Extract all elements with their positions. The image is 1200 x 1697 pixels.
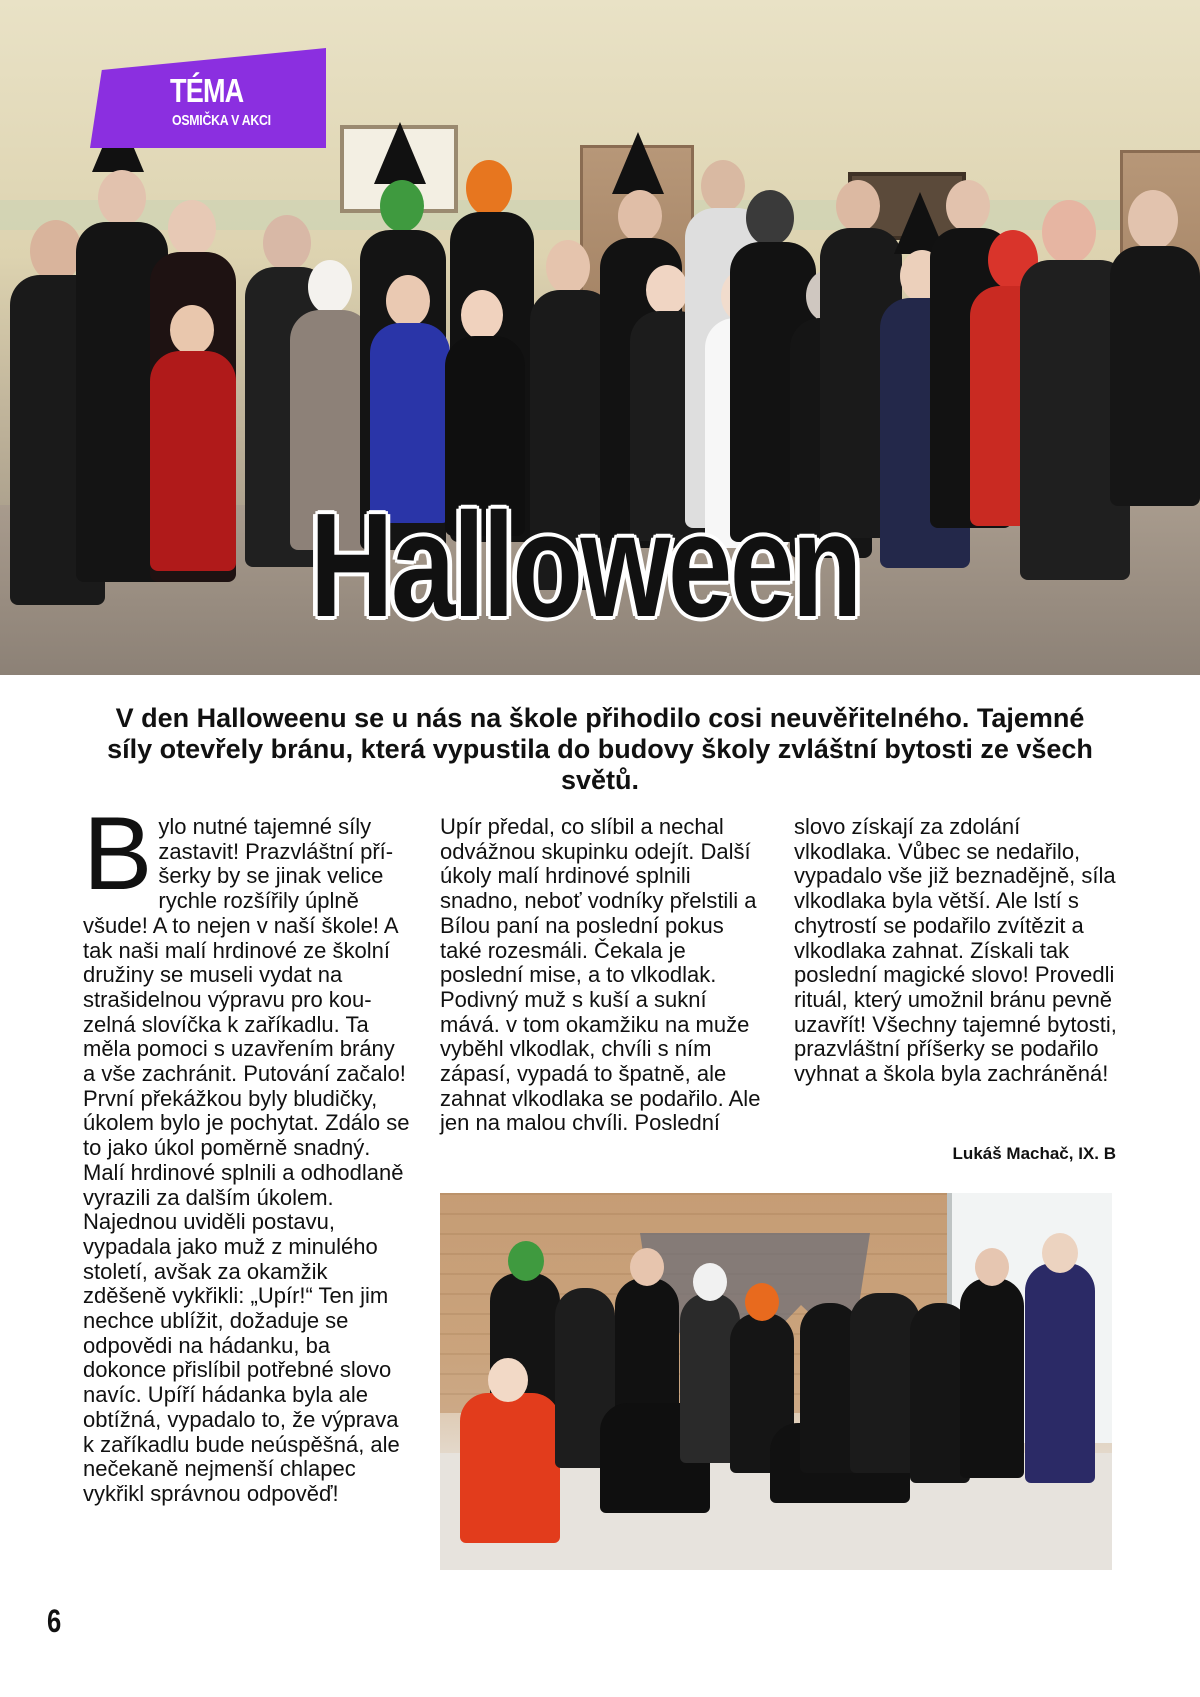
person-head (745, 1283, 779, 1321)
column-3 (794, 815, 1124, 1087)
drop-cap: B (83, 796, 153, 912)
section-title: TÉMA (170, 72, 244, 109)
column-2 (440, 815, 770, 1136)
column-2-text: Upír předal, co slíbil a nechal odvážnou skupinku odejít. Další úkoly malí hrdinové splnili snadno, neboť vodníky přelstili a Bílou paní na poslední pokus také rozesmáli. Čekala je poslední mise, a to vlkodlak. Podivný muž s kuší a sukní mává. v tom okamžiku na muže vyběhl vlkodlak, chvíli s ním zápasí, vypadá to špatně, ale zahnat vlkodlaka se podařilo. Ale jen na malou chvíli. Poslední (440, 814, 761, 1136)
person-head (508, 1241, 544, 1281)
teachers-photo (440, 1193, 1112, 1570)
page-number: 6 (47, 1603, 62, 1639)
article-lead: V den Halloweenu se u nás na škole přihodilo cosi neuvěřitelného. Tajemné síly otevřely bránu, která vypustila do budovy školy zvláštní bytosti ze všech světů. (107, 703, 1093, 795)
article-title: Halloween (310, 483, 860, 648)
person-head (488, 1358, 528, 1402)
person (460, 1393, 560, 1543)
person (1025, 1263, 1095, 1483)
column-1 (83, 796, 413, 1507)
column-1-text: ylo nutné tajemné síly zastavit! Prazvláštní příšerky by se jinak velice rychle rozšířily úplně všude! A to nejen v naší škole! A tak naši malí hrdinové ze školní družiny se museli vydat na strašidelnou výpravu pro kouzelná slovíčka k zaříkadlu. Ta měla pomoci s uzavřením brány a vše zachránit. Putování začalo! První překážkou byly bludičky, úkolem bylo je pochytat. Zdálo se to jako úkol poměrně snadný. Malí hrdinové splnili a odhodlaně vyrazili za dalším úkolem. Najednou uviděli postavu, vypadala jako muž z minulého století, avšak za okamžik zděšeně vykřikli: „Upír!“ Ten jim nechce ublížit, dožaduje se odpovědi na hádanku, ba dokonce přislíbil potřebné slovo navíc. Upíří hádanka byla ale obtížná, vypadalo to, že výprava k zaříkadlu bude neúspěšná, ale nečekaně nejmenší chlapec vykřikl správnou odpověď! (83, 814, 410, 1506)
person-head (693, 1263, 727, 1301)
hero-photo (0, 0, 1200, 675)
person (960, 1278, 1024, 1478)
person-head (1042, 1233, 1078, 1273)
author-byline: Lukáš Machač, IX. B (952, 1144, 1116, 1163)
person-head (975, 1248, 1009, 1286)
person-head (630, 1248, 664, 1286)
column-3-text: slovo získají za zdolání vlkodlaka. Vůbec se nedařilo, vypadalo vše již beznadějně, síla vlkodlaka byla větší. Ale lstí s chytrostí se podařilo zvítězit a vlkodlaka zahnat. Získali tak poslední magické slovo! Provedli rituál, který umožnil bránu pevně uzavřít! Všechny tajemné bytosti, prazvláštní příšerky se podařilo vyhnat a škola byla zachráněná! (794, 814, 1117, 1087)
section-subtitle: OSMIČKA V AKCI (172, 112, 271, 129)
